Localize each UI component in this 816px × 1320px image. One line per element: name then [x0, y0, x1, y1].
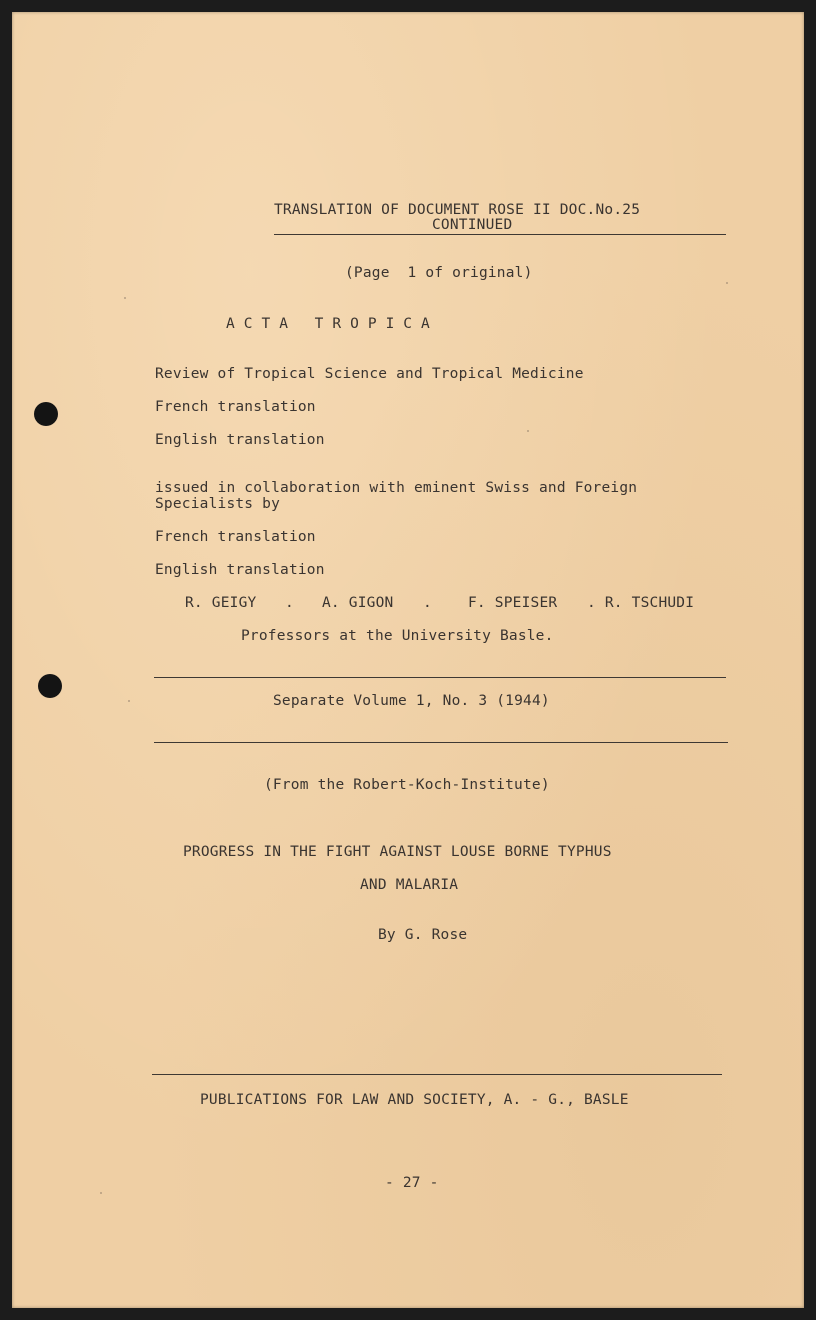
paper-speck [100, 1192, 102, 1194]
french-translation-1: French translation [155, 399, 316, 415]
paper-speck [527, 430, 529, 432]
author-line: By G. Rose [378, 927, 468, 943]
english-translation-1: English translation [155, 432, 325, 448]
paper-speck [128, 700, 130, 702]
journal-title: ACTA TROPICA [226, 316, 439, 332]
professors-line: Professors at the University Basle. [241, 628, 554, 644]
paper-speck [726, 282, 728, 284]
rule-above-volume [154, 677, 726, 678]
page-reference: (Page 1 of original) [345, 265, 533, 281]
publisher-line: PUBLICATIONS FOR LAW AND SOCIETY, A. - G., BASLE [200, 1092, 629, 1108]
document-page [12, 12, 804, 1308]
editor-geigy: R. GEIGY [185, 595, 257, 611]
editor-separator-1: . [285, 595, 294, 611]
french-translation-2: French translation [155, 529, 316, 545]
punch-hole-top [34, 402, 58, 426]
header-line-1: TRANSLATION OF DOCUMENT ROSE II DOC.No.25 [274, 202, 641, 218]
rule-above-publisher [152, 1074, 722, 1075]
header-underline [274, 234, 726, 235]
editor-speiser: F. SPEISER [468, 595, 558, 611]
editor-gigon: A. GIGON [322, 595, 394, 611]
header-line-2: CONTINUED [432, 217, 513, 233]
rule-below-volume [154, 742, 728, 743]
volume-line: Separate Volume 1, No. 3 (1944) [273, 693, 550, 709]
page-number: - 27 - [385, 1175, 439, 1191]
issued-line-1: issued in collaboration with eminent Swiss and Foreign [155, 480, 638, 496]
issued-line-2: Specialists by [155, 496, 281, 512]
english-translation-2: English translation [155, 562, 325, 578]
punch-hole-bottom [38, 674, 62, 698]
article-title-line-1: PROGRESS IN THE FIGHT AGAINST LOUSE BORNE TYPHUS [183, 844, 612, 860]
article-title-line-2: AND MALARIA [360, 877, 459, 893]
editor-separator-2: . [423, 595, 432, 611]
paper-speck [124, 297, 126, 299]
journal-subtitle: Review of Tropical Science and Tropical Medicine [155, 366, 584, 382]
editor-tschudi: . R. TSCHUDI [587, 595, 695, 611]
institute-line: (From the Robert-Koch-Institute) [264, 777, 550, 793]
